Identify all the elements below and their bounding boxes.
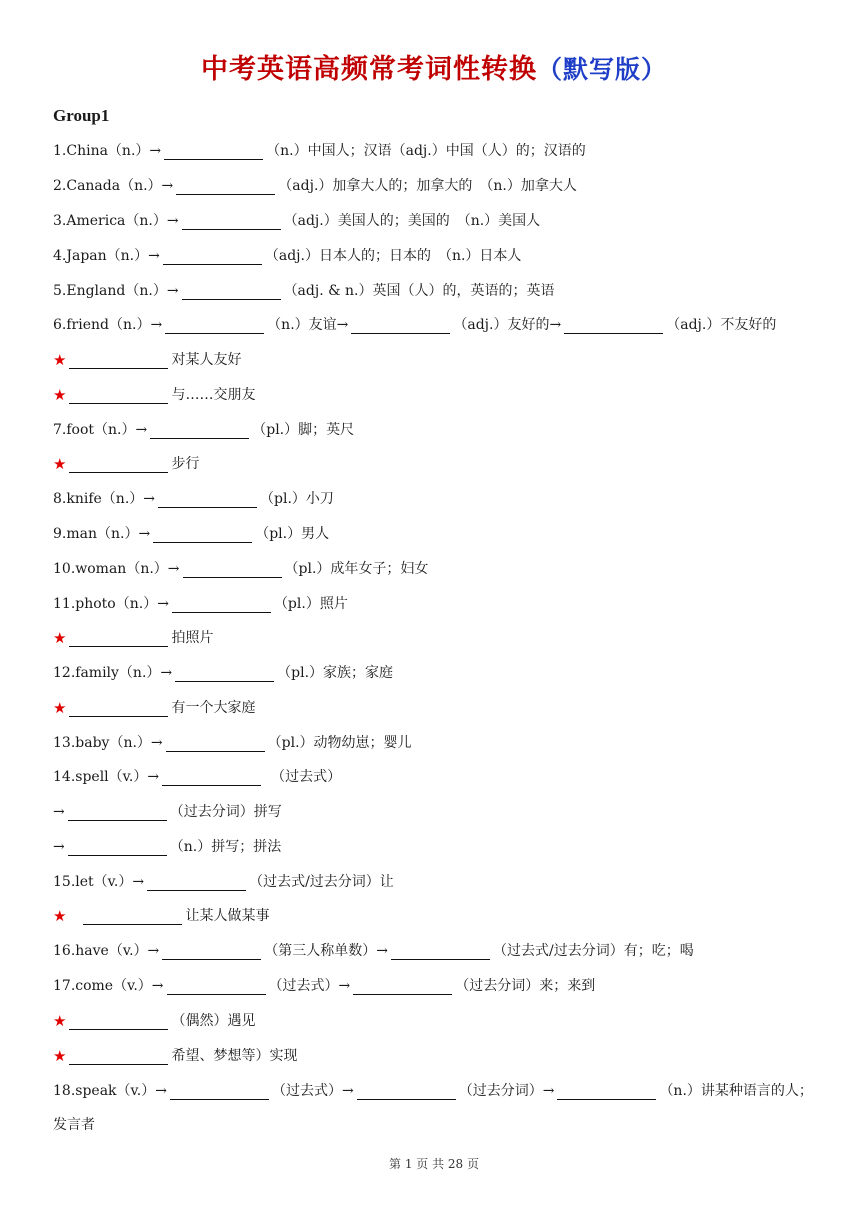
star-icon: ★ (53, 386, 67, 404)
answer-blank[interactable] (182, 213, 281, 230)
exercise-text: 12.family（n.）→ (53, 665, 173, 681)
exercise-text: 有一个大家庭 (171, 700, 256, 716)
star-icon: ★ (53, 699, 67, 717)
exercise-text: 17.come（v.）→ (53, 978, 164, 994)
answer-blank[interactable] (176, 178, 275, 195)
starred-phrase-item (53, 905, 269, 927)
answer-blank[interactable] (357, 1083, 456, 1100)
exercise-item (53, 314, 776, 336)
exercise-item (53, 1114, 95, 1136)
answer-blank[interactable] (170, 1083, 269, 1100)
exercise-item (53, 766, 341, 788)
exercise-text: （过去式/过去分词）有；吃；喝 (493, 943, 694, 959)
answer-blank[interactable] (175, 665, 274, 682)
exercise-item (53, 488, 334, 510)
title-sub: （默写版） (536, 55, 667, 84)
star-icon: ★ (53, 455, 67, 473)
starred-phrase-item (53, 384, 255, 406)
exercise-text: （adj.）不友好的 (666, 317, 777, 333)
answer-blank[interactable] (162, 943, 261, 960)
answer-blank[interactable] (153, 526, 252, 543)
exercise-text: → (53, 839, 65, 855)
answer-blank[interactable] (183, 561, 282, 578)
answer-blank[interactable] (68, 839, 167, 856)
exercise-text: （n.）中国人；汉语（adj.）中国（人）的；汉语的 (266, 143, 586, 159)
exercise-item (53, 732, 412, 754)
exercise-item (53, 140, 586, 162)
exercise-text: 希望、梦想等）实现 (171, 1048, 298, 1064)
answer-blank[interactable] (166, 735, 265, 752)
exercise-text (66, 905, 80, 927)
starred-phrase-item (53, 1045, 297, 1067)
exercise-text: 11.photo（n.）→ (53, 596, 169, 612)
answer-blank[interactable] (165, 317, 264, 334)
exercise-text: 让某人做某事 (185, 908, 270, 924)
exercise-text: 3.America（n.）→ (53, 213, 179, 229)
exercise-text: （pl.）家族；家庭 (277, 665, 394, 681)
exercise-text: （n.）讲某种语言的人； (659, 1083, 813, 1099)
exercise-text: 4.Japan（n.）→ (53, 248, 160, 264)
exercise-text: （pl.）小刀 (260, 491, 334, 507)
exercise-item (53, 593, 348, 615)
answer-blank[interactable] (69, 1013, 168, 1030)
exercise-text: （adj.）加拿大人的；加拿大的 （n.）加拿大人 (278, 178, 577, 194)
answer-blank[interactable] (164, 143, 263, 160)
star-icon: ★ (53, 629, 67, 647)
exercise-item (53, 662, 393, 684)
exercise-text: （adj.）美国人的；美国的 （n.）美国人 (283, 213, 541, 229)
answer-blank[interactable] (69, 1048, 168, 1065)
answer-blank[interactable] (172, 596, 271, 613)
exercise-text: （pl.）脚；英尺 (252, 422, 355, 438)
exercise-text: 1.China（n.）→ (53, 143, 162, 159)
exercise-text: （第三人称单数）→ (264, 943, 388, 959)
exercise-text: 拍照片 (171, 630, 214, 646)
answer-blank[interactable] (69, 352, 168, 369)
group-heading: Group1 (53, 106, 110, 125)
answer-blank[interactable] (163, 248, 262, 265)
page-footer: 第 1 页 共 28 页 (389, 1157, 479, 1171)
exercise-text: 10.woman（n.）→ (53, 561, 180, 577)
exercise-text: 16.have（v.）→ (53, 943, 160, 959)
exercise-text: 与……交朋友 (171, 387, 256, 403)
exercise-item (53, 871, 394, 893)
exercise-text: （adj. & n.）英国（人）的，英语的；英语 (283, 283, 555, 299)
exercise-item (53, 1080, 813, 1102)
exercise-text: 18.speak（v.）→ (53, 1083, 167, 1099)
exercise-text: （过去分词）来；来到 (455, 978, 596, 994)
exercise-item (53, 801, 282, 823)
answer-blank[interactable] (162, 769, 261, 786)
exercise-text: （过去式/过去分词）让 (249, 874, 394, 890)
answer-blank[interactable] (167, 978, 266, 995)
answer-blank[interactable] (147, 874, 246, 891)
star-icon: ★ (53, 907, 67, 925)
exercise-text: （过去式）→ (271, 1083, 354, 1099)
starred-phrase-item (53, 697, 255, 719)
exercise-item (53, 523, 329, 545)
answer-blank[interactable] (158, 491, 257, 508)
exercise-text: （pl.）照片 (273, 596, 348, 612)
exercise-text: 8.knife（n.）→ (53, 491, 155, 507)
exercise-item (53, 245, 521, 267)
starred-phrase-item (53, 627, 213, 649)
page-title (0, 47, 868, 86)
exercise-text: 13.baby（n.）→ (53, 735, 163, 751)
exercise-text: （过去式） (264, 769, 342, 785)
exercise-item (53, 836, 281, 858)
answer-blank[interactable] (69, 700, 168, 717)
exercise-item (53, 558, 428, 580)
exercise-text: 15.let（v.）→ (53, 874, 145, 890)
answer-blank[interactable] (182, 283, 281, 300)
exercise-text: 发言者 (53, 1117, 95, 1133)
starred-phrase-item (53, 349, 241, 371)
exercise-text: （偶然）遇见 (171, 1013, 256, 1029)
exercise-text: （pl.）男人 (255, 526, 330, 542)
exercise-text: 9.man（n.）→ (53, 526, 151, 542)
exercise-item (53, 280, 555, 302)
exercise-text: 5.England（n.）→ (53, 283, 179, 299)
answer-blank[interactable] (351, 317, 450, 334)
exercise-item (53, 975, 595, 997)
exercise-text: 对某人友好 (171, 352, 242, 368)
exercise-item (53, 175, 577, 197)
exercise-text: （过去分词）→ (458, 1083, 555, 1099)
star-icon: ★ (53, 351, 67, 369)
exercise-text: （pl.）动物幼崽；婴儿 (267, 735, 412, 751)
exercise-item (53, 940, 694, 962)
exercise-item (53, 419, 354, 441)
exercise-text: 2.Canada（n.）→ (53, 178, 174, 194)
exercise-text: （adj.）日本人的；日本的 （n.）日本人 (264, 248, 522, 264)
starred-phrase-item (53, 1010, 255, 1032)
answer-blank[interactable] (150, 422, 249, 439)
exercise-text: （n.）友谊→ (267, 317, 349, 333)
exercise-text: 6.friend（n.）→ (53, 317, 163, 333)
answer-blank[interactable] (69, 456, 168, 473)
answer-blank[interactable] (557, 1083, 656, 1100)
exercise-text: 7.foot（n.）→ (53, 422, 148, 438)
exercise-text: （过去式）→ (268, 978, 351, 994)
exercise-text: 14.spell（v.）→ (53, 769, 160, 785)
answer-blank[interactable] (391, 943, 490, 960)
answer-blank[interactable] (69, 387, 168, 404)
exercise-text: （adj.）友好的→ (453, 317, 562, 333)
answer-blank[interactable] (68, 804, 167, 821)
answer-blank[interactable] (69, 630, 168, 647)
star-icon: ★ (53, 1047, 67, 1065)
star-icon: ★ (53, 1012, 67, 1030)
exercise-text: 步行 (171, 456, 200, 472)
exercise-text: （过去分词）拼写 (169, 804, 282, 820)
answer-blank[interactable] (353, 978, 452, 995)
starred-phrase-item (53, 453, 199, 475)
exercise-item (53, 210, 540, 232)
answer-blank[interactable] (83, 908, 182, 925)
answer-blank[interactable] (564, 317, 663, 334)
exercise-text: （n.）拼写；拼法 (169, 839, 282, 855)
exercise-text: → (53, 804, 65, 820)
exercise-text: （pl.）成年女子；妇女 (284, 561, 429, 577)
title-main: 中考英语高频常考词性转换 (200, 54, 537, 85)
